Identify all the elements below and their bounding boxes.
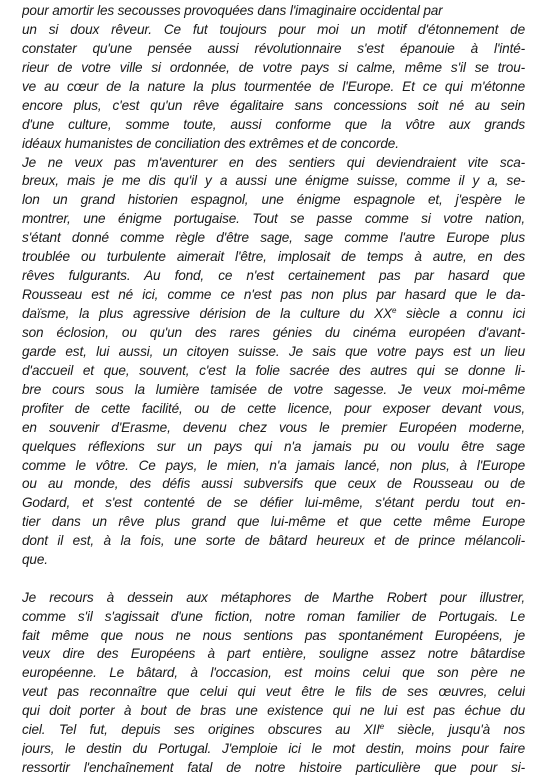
text-run: s'étant donné comme règle d'être sage, sage comme l'autre Europe plus	[22, 230, 525, 246]
text-run: un si doux rêveur. Ce fut toujours pour moi un motif d'étonnement de	[22, 21, 525, 37]
text-run: siècle, jusqu'à nos	[384, 722, 525, 738]
text-line	[22, 154, 525, 173]
text-run: troublée ou turbulente aimerait l'être, implosait de temps à autre, en des	[22, 249, 525, 265]
text-run: d'une culture, somme toute, aussi conforme que la vôtre aux grands	[22, 116, 525, 132]
text-run: daïsme, la plus agressive dérision de la culture du XX	[22, 306, 392, 321]
text-run: ciel. Tel fut, depuis ses origines obscures au XII	[22, 722, 380, 738]
text-line	[22, 135, 525, 154]
text-run: pour amortir les secousses provoquées dans l'imaginaire occidental par	[22, 3, 443, 18]
text-run: idéaux humanistes de conciliation des extrêmes et de concorde.	[22, 135, 399, 151]
text-line	[22, 343, 525, 362]
text-line	[22, 532, 525, 551]
text-line	[22, 78, 525, 97]
text-run: ressortir l'enchaînement fatal de notre histoire particulière que pour si-	[22, 760, 525, 776]
text-line	[22, 589, 525, 608]
text-line	[22, 683, 525, 702]
text-line	[22, 267, 525, 286]
text-run: d'accueil et que, souvent, c'est la folie sacrée des autres qui se donne li-	[22, 362, 525, 378]
text-run: lon un grand historien espagnol, une énigme espagnole et, j'espère le	[22, 192, 525, 208]
text-run: tier dans un rêve plus grand que lui-même et que cette même Europe	[22, 514, 525, 530]
text-run: Je ne veux pas m'aventurer en des sentiers qui deviendraient vite sca-	[22, 154, 525, 170]
text-line	[22, 551, 525, 570]
text-line	[22, 627, 525, 646]
text-line	[22, 59, 525, 78]
text-run: veux dire des Européens à part entière, souligne assez notre bâtardise	[22, 646, 525, 662]
text-run: qui doit porter à bout de bras une existence qui ne lui est pas échue du	[22, 703, 525, 719]
text-line	[22, 438, 525, 457]
text-line	[22, 494, 525, 513]
text-line	[22, 457, 525, 476]
text-line	[22, 419, 525, 438]
document-page	[22, 2, 525, 778]
text-run: Je recours à dessein aux métaphores de Marthe Robert pour illustrer,	[22, 589, 525, 605]
text-run: jours, le destin du Portugal. J'emploie ici le mot destin, moins pour faire	[22, 741, 525, 757]
text-run: Godard, et s'est contenté de se défier lui-même, s'étant perdu tout en-	[22, 495, 525, 511]
text-line	[22, 513, 525, 532]
text-run: garde est, lui aussi, un citoyen suisse. Je sais que votre pays est un lieu	[22, 343, 525, 359]
text-line	[22, 475, 525, 494]
text-line	[22, 210, 525, 229]
text-run: Rousseau est né ici, comme ce n'est pas non plus par hasard que le da-	[22, 287, 525, 303]
paragraph-1	[22, 2, 525, 570]
text-line	[22, 40, 525, 59]
text-line	[22, 759, 525, 778]
text-line	[22, 664, 525, 683]
text-run: ve au cœur de la nature la plus tourmentée de l'Europe. Et ce qui m'étonne	[22, 78, 525, 94]
text-run: fait même que nous ne nous sentions pas spontanément Européens, je	[22, 627, 525, 643]
text-run: siècle a connu ici	[396, 306, 525, 321]
superscript: e	[379, 722, 385, 732]
text-line	[22, 645, 525, 664]
text-run: rieur de votre ville si ordonnée, de votre pays si calme, même s'il se trou-	[22, 59, 525, 75]
text-run: son éclosion, ou qu'un des rares génies du cinéma européen d'avant-	[22, 324, 525, 340]
text-run: encore plus, c'est qu'un rêve égalitaire sans concessions soit né au sein	[22, 97, 525, 113]
text-line	[22, 248, 525, 267]
paragraph-2	[22, 589, 525, 778]
text-run: rêves fulgurants. Au fond, ce n'est certainement pas par hasard que	[22, 268, 525, 284]
text-line	[22, 608, 525, 627]
text-run: comme s'il s'agissait d'une fiction, notre roman familier de Portugais. Le	[22, 608, 525, 624]
text-line	[22, 400, 525, 419]
text-run: breux, mais je me dis qu'il y a aussi une énigme suisse, comme il y a, se-	[22, 173, 525, 189]
text-run: quelques réflexions sur un pays qui n'a jamais pu ou voulu être sage	[22, 438, 525, 454]
text-line	[22, 286, 525, 305]
paragraph-gap	[22, 570, 525, 589]
text-line	[22, 362, 525, 381]
text-line	[22, 381, 525, 400]
text-line	[22, 229, 525, 248]
text-run: montrer, une énigme portugaise. Tout se passe comme si votre nation,	[22, 211, 525, 227]
text-line	[22, 172, 525, 191]
text-run: profiter de cette facilité, ou de cette licence, pour exposer devant vous,	[22, 400, 525, 416]
text-line	[22, 305, 525, 324]
text-run: européenne. Le bâtard, à l'occasion, est moins celui que son père ne	[22, 665, 525, 681]
text-line	[22, 97, 525, 116]
text-line	[22, 21, 525, 40]
text-line	[22, 721, 525, 740]
text-line	[22, 740, 525, 759]
text-line	[22, 702, 525, 721]
text-line	[22, 2, 525, 21]
text-run: dont il est, à la fois, une sorte de bâtard heureux et de prince mélancoli-	[22, 533, 525, 549]
text-run: constater qu'une pensée aussi révolutionnaire s'est épanouie à l'inté-	[22, 40, 525, 56]
text-run: veut pas reconnaître que celui qui veut être le fils de ses œuvres, celui	[22, 684, 525, 700]
text-run: bre cours sous la lumière tamisée de votre sagesse. Je veux moi-même	[22, 381, 525, 397]
text-line	[22, 116, 525, 135]
text-run: ou au monde, des défis aussi subversifs que ceux de Rousseau ou de	[22, 476, 525, 492]
superscript: e	[391, 306, 397, 315]
text-run: comme le vôtre. Ce pays, le mien, n'a jamais lancé, non plus, à l'Europe	[22, 457, 525, 473]
text-line	[22, 191, 525, 210]
text-run: en souvenir d'Erasme, devenu chez vous le premier Européen moderne,	[22, 419, 525, 435]
text-run: que.	[22, 552, 48, 568]
text-line	[22, 324, 525, 343]
